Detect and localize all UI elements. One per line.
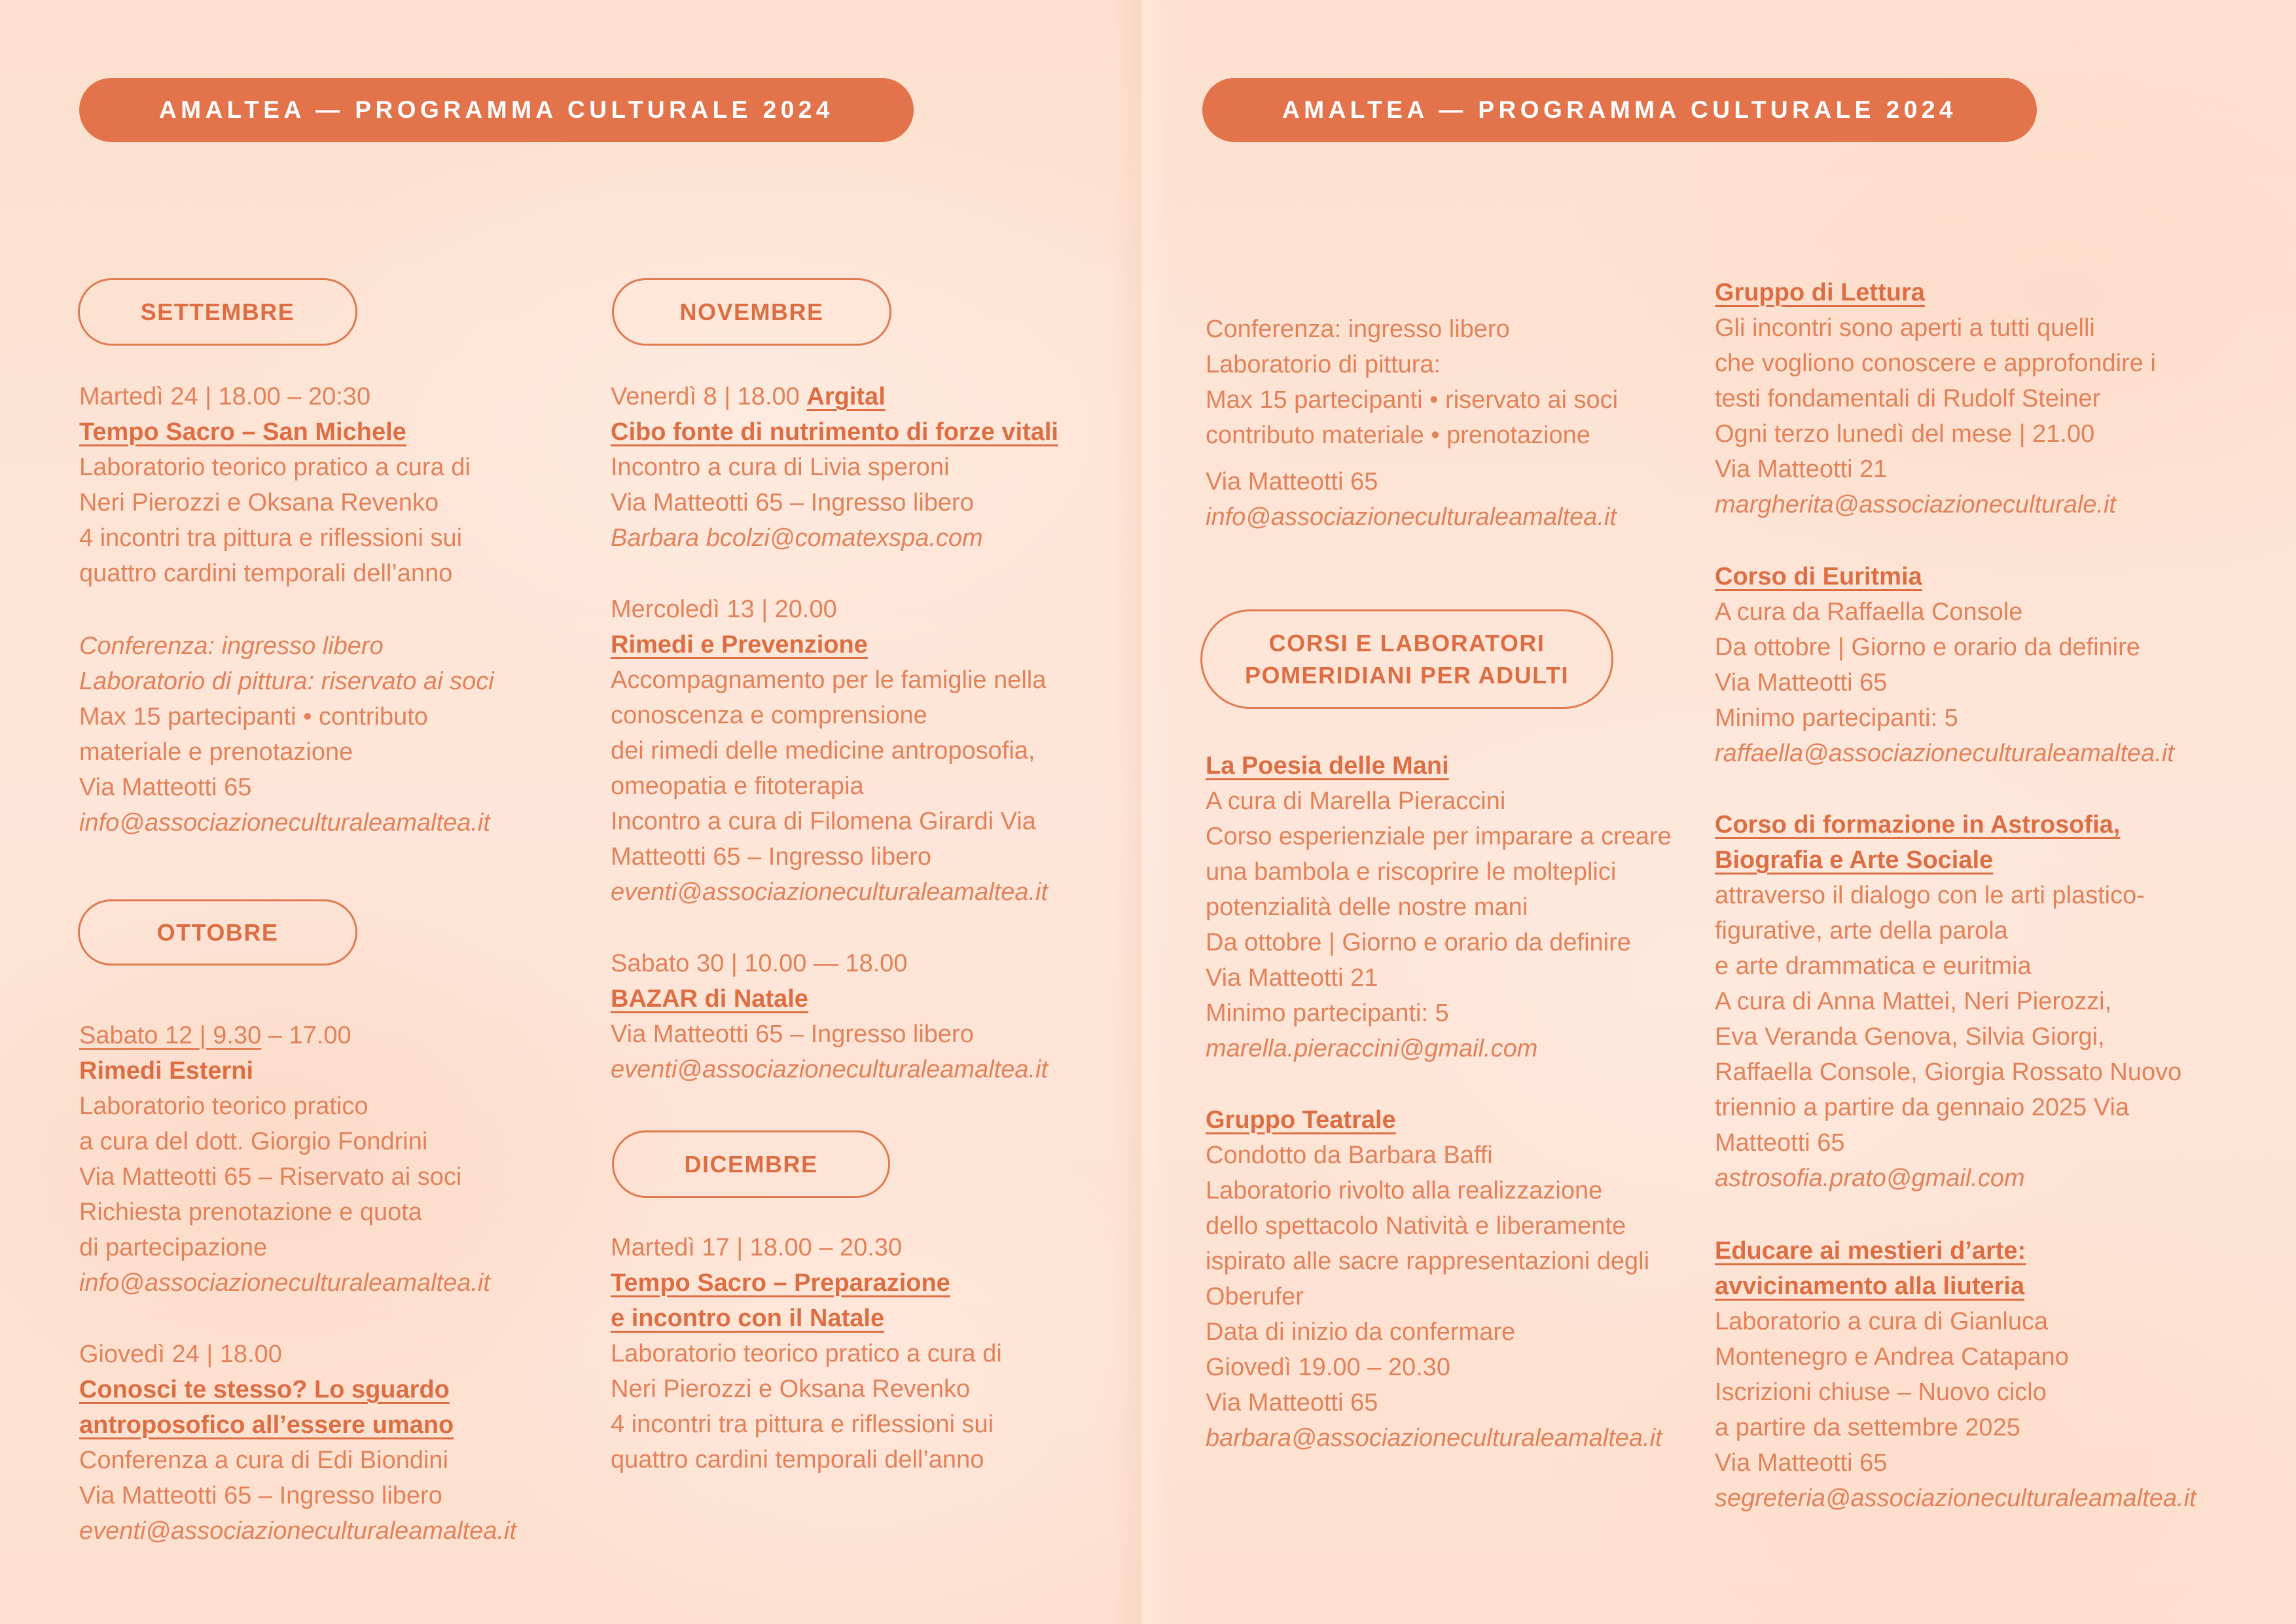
course-text-line: Ogni terzo lunedì del mese | 21.00 (1715, 420, 2095, 448)
course-title: Gruppo di Lettura (1715, 279, 1925, 306)
course-text-line: e arte drammatica e euritmia (1715, 952, 2032, 980)
event-text-line: quattro cardini temporali dell’anno (611, 1446, 984, 1473)
course-text-line: Via Matteotti 65 (1715, 669, 1888, 696)
event-email: eventi@associazioneculturaleamaltea.it (611, 878, 1049, 906)
program-header-title: AMALTEA — PROGRAMMA CULTURALE 2024 (159, 96, 834, 123)
month-label: OTTOBRE (156, 918, 279, 946)
course-liuteria (1715, 1233, 2197, 1516)
program-header-banner-right (1202, 78, 2037, 142)
event-text-line: Accompagnamento per le famiglie nella (611, 666, 1047, 694)
event-text-line: Via Matteotti 65 (79, 774, 252, 801)
event-tempo-sacro-san-michele (79, 379, 471, 591)
event-text-line: Max 15 partecipanti • riservato ai soci (1206, 386, 1619, 414)
event-argital (611, 379, 1058, 556)
event-tempo-sacro-preparazione (611, 1230, 1002, 1477)
course-text-line: A cura di Marella Pieraccini (1206, 787, 1506, 815)
course-text-line: Eva Veranda Genova, Silvia Giorgi, (1715, 1023, 2105, 1051)
event-conosci-te-stesso (79, 1337, 516, 1549)
event-title: antroposofico all’essere umano (79, 1411, 454, 1439)
month-pill-settembre (78, 278, 357, 346)
course-title: La Poesia delle Mani (1206, 752, 1449, 780)
event-text-line: Incontro a cura di Filomena Girardi Via (611, 808, 1036, 835)
event-text-line: Richiesta prenotazione e quota (79, 1199, 422, 1226)
event-title: e incontro con il Natale (611, 1305, 885, 1332)
course-text-line: dello spettacolo Natività e liberamente (1206, 1212, 1626, 1240)
event-text-line: dei rimedi delle medicine antroposofia, (611, 737, 1035, 765)
course-text-line: testi fondamentali di Rudolf Steiner (1715, 385, 2101, 412)
course-email: raffaella@associazioneculturaleamaltea.it (1715, 740, 2174, 767)
event-text-line: Laboratorio teorico pratico a cura di (79, 454, 471, 481)
event-datetime: Sabato 30 | 10.00 — 18.00 (611, 950, 908, 977)
event-time-end: – 17.00 (268, 1022, 351, 1049)
course-title: Corso di Euritmia (1715, 563, 1922, 590)
course-text-line: Matteotti 65 (1715, 1129, 1845, 1157)
event-text-line: Laboratorio teorico pratico (79, 1092, 368, 1120)
event-datetime-line (611, 379, 1058, 414)
event-rimedi-prevenzione (611, 592, 1048, 910)
course-text-line: una bambola e riscoprire le molteplici (1206, 858, 1617, 886)
event-text-line: Laboratorio di pittura: (1206, 351, 1441, 378)
month-label: SETTEMBRE (140, 298, 295, 325)
course-text-line: Via Matteotti 65 (1206, 1389, 1378, 1416)
event-title: Tempo Sacro – Preparazione (611, 1269, 950, 1297)
course-title: avvicinamento alla liuteria (1715, 1272, 2025, 1300)
event-title: Rimedi e Prevenzione (611, 631, 868, 659)
event-rimedi-esterni (79, 1018, 490, 1301)
course-gruppo-di-lettura (1715, 275, 2156, 522)
course-text-line: Minimo partecipanti: 5 (1206, 1000, 1449, 1027)
event-email: info@associazioneculturaleamaltea.it (79, 1269, 490, 1297)
course-text-line: Laboratorio rivolto alla realizzazione (1206, 1177, 1603, 1204)
event-note: Laboratorio di pittura: riservato ai soci (79, 668, 494, 695)
event-title: Tempo Sacro – San Michele (79, 418, 406, 446)
event-text-line: Incontro a cura di Livia speroni (611, 454, 950, 481)
program-header-banner-left (79, 78, 914, 142)
event-datetime: Venerdì 8 | 18.00 (611, 383, 800, 410)
course-text-line: Via Matteotti 65 (1715, 1449, 1888, 1477)
event-title: Conosci te stesso? Lo sguardo (79, 1376, 450, 1403)
course-text-line: Da ottobre | Giorno e orario da definire (1715, 634, 2140, 661)
event-text-line: Via Matteotti 65 – Ingresso libero (611, 1020, 974, 1048)
event-text-line: 4 incontri tra pittura e riflessioni sui (611, 1411, 994, 1438)
course-text-line: Data di inizio da confermare (1206, 1318, 1516, 1346)
course-text-line: Via Matteotti 21 (1715, 456, 1888, 483)
event-text-line: Laboratorio teorico pratico a cura di (611, 1340, 1002, 1367)
program-header-title: AMALTEA — PROGRAMMA CULTURALE 2024 (1282, 96, 1957, 123)
event-tempo-sacro-details (79, 628, 494, 840)
course-text-line: Oberufer (1206, 1283, 1304, 1310)
event-contact: Barbara bcolzi@comatexspa.com (611, 524, 983, 552)
course-email: segreteria@associazioneculturaleamaltea.it (1715, 1485, 2197, 1512)
event-text-line: di partecipazione (79, 1234, 268, 1261)
event-title: BAZAR di Natale (611, 985, 808, 1013)
event-text-line: contributo materiale • prenotazione (1206, 422, 1590, 449)
course-euritmia (1715, 559, 2174, 771)
course-text-line: Raffaella Console, Giorgia Rossato Nuovo (1715, 1058, 2182, 1086)
course-title: Corso di formazione in Astrosofia, (1715, 811, 2121, 839)
course-astrosofia (1715, 807, 2181, 1196)
event-text-line: Conferenza: ingresso libero (1206, 316, 1510, 343)
event-title: Rimedi Esterni (79, 1057, 254, 1085)
course-text-line: ispirato alle sacre rappresentazioni degli (1206, 1248, 1650, 1275)
event-bazar-di-natale (611, 946, 1048, 1087)
continued-event-info (1206, 312, 1618, 453)
course-text-line: Gli incontri sono aperti a tutti quelli (1715, 314, 2095, 342)
course-title: Gruppo Teatrale (1206, 1106, 1396, 1134)
course-text-line: Da ottobre | Giorno e orario da definire (1206, 929, 1631, 956)
course-text-line: a partire da settembre 2025 (1715, 1414, 2020, 1441)
event-title: Cibo fonte di nutrimento di forze vitali (611, 418, 1058, 446)
course-email: marella.pieraccini@gmail.com (1206, 1035, 1538, 1062)
month-pill-ottobre (78, 899, 357, 965)
event-text-line: quattro cardini temporali dell’anno (79, 560, 453, 587)
event-text-line: omeopatia e fitoterapia (611, 772, 864, 800)
course-title: Biografia e Arte Sociale (1715, 846, 1994, 874)
event-datetime: Martedì 17 | 18.00 – 20.30 (611, 1234, 903, 1261)
event-title: Argital (806, 383, 886, 410)
course-text-line: potenzialità delle nostre mani (1206, 893, 1528, 921)
course-text-line: Corso esperienziale per imparare a creare (1206, 823, 1672, 850)
event-text-line: Neri Pierozzi e Oksana Revenko (79, 489, 439, 516)
event-text-line: Via Matteotti 65 – Riservato ai soci (79, 1163, 462, 1191)
event-text-line: Max 15 partecipanti • contributo (79, 703, 428, 731)
course-text-line: che vogliono conoscere e approfondire i (1715, 350, 2156, 377)
month-label: NOVEMBRE (679, 298, 824, 325)
event-text-line: a cura del dott. Giorgio Fondrini (79, 1128, 428, 1155)
course-text-line: Condotto da Barbara Baffi (1206, 1142, 1493, 1169)
course-text-line: Iscrizioni chiuse – Nuovo ciclo (1715, 1379, 2047, 1406)
event-text-line: Via Matteotti 65 – Ingresso libero (611, 489, 974, 516)
course-text-line: attraverso il dialogo con le arti plastico- (1715, 882, 2145, 909)
event-text-line: conoscenza e comprensione (611, 702, 927, 729)
event-datetime: Martedì 24 | 18.00 – 20:30 (79, 383, 371, 410)
course-text-line: A cura di Anna Mattei, Neri Pierozzi, (1715, 988, 2112, 1015)
event-text-line: Matteotti 65 – Ingresso libero (611, 843, 932, 871)
course-text-line: A cura da Raffaella Console (1715, 598, 2023, 626)
course-email: margherita@associazioneculturale.it (1715, 491, 2117, 518)
section-pill-corsi (1200, 609, 1613, 709)
event-email: eventi@associazioneculturaleamaltea.it (611, 1056, 1049, 1083)
course-text-line: Minimo partecipanti: 5 (1715, 704, 1958, 732)
course-text-line: Laboratorio a cura di Gianluca (1715, 1308, 2049, 1335)
course-gruppo-teatrale (1206, 1102, 1662, 1456)
course-text-line: Giovedì 19.00 – 20.30 (1206, 1354, 1450, 1381)
event-email: info@associazioneculturaleamaltea.it (79, 809, 490, 837)
event-date: Sabato 12 | 9.30 (79, 1022, 262, 1049)
month-pill-novembre (612, 278, 891, 346)
event-email: eventi@associazioneculturaleamaltea.it (79, 1517, 517, 1545)
month-label: DICEMBRE (684, 1150, 818, 1178)
page-fold (1113, 0, 1172, 1624)
course-text-line: Montenegro e Andrea Catapano (1715, 1343, 2069, 1371)
course-text-line: figurative, arte della parola (1715, 917, 2008, 945)
event-address: Via Matteotti 65 (1206, 468, 1378, 496)
event-datetime: Mercoledì 13 | 20.00 (611, 596, 837, 623)
continued-event-contact (1206, 464, 1617, 535)
event-datetime-line (79, 1018, 490, 1053)
event-text-line: Via Matteotti 65 – Ingresso libero (79, 1482, 442, 1509)
course-text-line: Via Matteotti 21 (1206, 964, 1378, 992)
event-email: info@associazioneculturaleamaltea.it (1206, 503, 1617, 531)
section-label-line: CORSI E LABORATORI (1268, 630, 1545, 657)
event-text-line: Neri Pierozzi e Oksana Revenko (611, 1375, 971, 1403)
course-email: barbara@associazioneculturaleamaltea.it (1206, 1424, 1662, 1452)
event-text-line: 4 incontri tra pittura e riflessioni sui (79, 524, 463, 552)
section-label-line: POMERIDIANI PER ADULTI (1244, 662, 1569, 689)
course-poesia-delle-mani (1206, 748, 1672, 1066)
event-text-line: Conferenza a cura di Edi Biondini (79, 1447, 449, 1474)
month-pill-dicembre (612, 1130, 890, 1198)
course-text-line: triennio a partire da gennaio 2025 Via (1715, 1094, 2130, 1121)
event-note: Conferenza: ingresso libero (79, 632, 384, 660)
course-email: astrosofia.prato@gmail.com (1715, 1164, 2025, 1192)
event-text-line: materiale e prenotazione (79, 738, 353, 766)
course-title: Educare ai mestieri d’arte: (1715, 1237, 2026, 1265)
event-datetime: Giovedì 24 | 18.00 (79, 1341, 282, 1368)
